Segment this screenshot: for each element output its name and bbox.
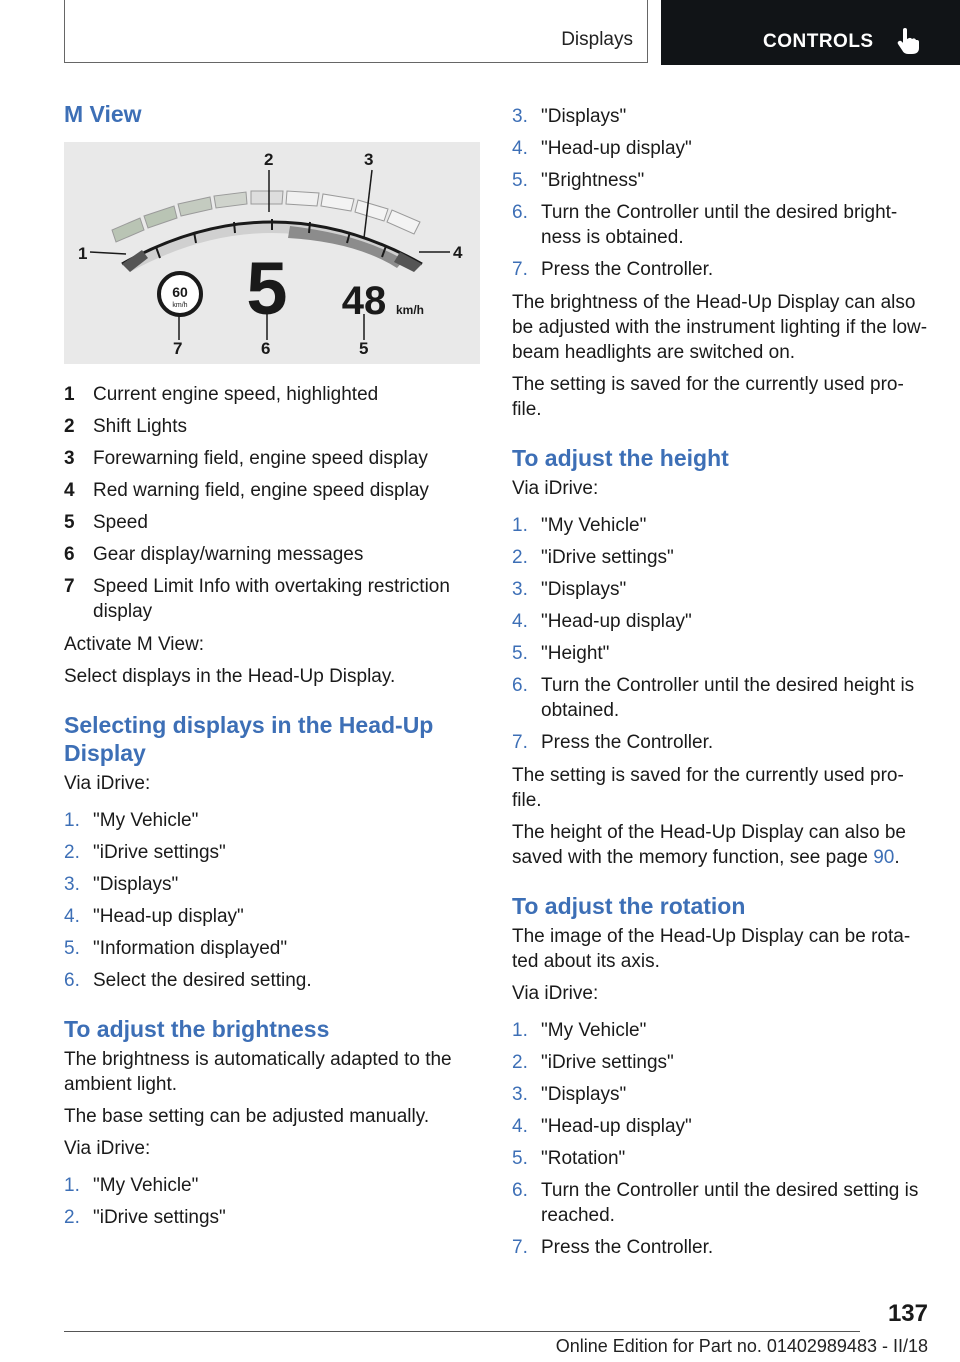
list-item: 6. Turn the Controller until the desired height is obtained. [512,675,915,721]
pointing-hand-icon [897,28,919,54]
brightness-steps-continued [512,104,932,282]
callout-5: 5 [359,339,369,358]
list-item: 1. "My Vehicle" [512,515,647,536]
callout-6: 6 [261,339,271,358]
list-item: 6. Turn the Controller until the desired setting is reached. [512,1180,919,1226]
activate-intro: Activate M View: [64,634,205,655]
list-item: 6 Gear display/warning messages [64,544,364,565]
speed-limit-value: 60 [172,284,188,300]
page-reference-link[interactable]: 90 [873,847,895,868]
header-section-title: Displays [561,29,633,50]
height-text-1: The setting is saved for the currently used pro‐file. [512,765,904,811]
list-item: 5. "Brightness" [512,170,645,191]
list-item: 3. "Displays" [512,579,627,600]
header-chapter-label: CONTROLS [763,31,874,52]
callout-4: 4 [453,243,463,262]
list-item: 4. "Head-up display" [512,1116,692,1137]
list-item: 1. "My Vehicle" [512,1020,647,1041]
list-item: 2. "iDrive settings" [512,547,674,568]
footer-divider [64,1331,860,1332]
list-item: 5. "Height" [512,643,610,664]
list-item: 3. "Displays" [512,1084,627,1105]
list-item: 3. "Displays" [64,874,179,895]
brightness-steps [64,1173,482,1230]
list-item: 1 Current engine speed, highlighted [64,384,379,405]
speed-value: 48 [341,279,387,323]
list-item: 4 Red warning field, engine speed display [64,480,429,501]
list-item: 3 Forewarning field, engine speed display [64,448,428,469]
list-item: 1. "My Vehicle" [64,1175,199,1196]
rotation-via: Via iDrive: [512,983,599,1004]
height-heading: To adjust the height [512,445,729,471]
list-item: 4. "Head-up display" [64,906,244,927]
list-item: 2. "iDrive settings" [64,842,226,863]
shift-light-segments [112,191,420,242]
m-view-figure [64,142,480,364]
left-column [64,100,482,1238]
gear-display: 5 [246,247,288,330]
callout-3: 3 [364,150,374,169]
list-item: 2. "iDrive settings" [64,1207,226,1228]
height-via: Via iDrive: [512,478,599,499]
brightness-text-3: The brightness of the Head-Up Display can also be adjusted with the instrument lighting if the low-beam headlights are switched on. [512,292,928,363]
speed-limit-sign [159,273,201,315]
edition-footer: Online Edition for Part no. 01402989483 - II/18 [555,1336,928,1356]
list-item: 2 Shift Lights [64,416,187,437]
list-item: 6. Turn the Controller until the desired bright‐ness is obtained. [512,202,898,248]
list-item: 5 Speed [64,512,148,533]
hud-illustration [64,142,480,364]
height-steps [512,513,932,755]
list-item: 5. "Rotation" [512,1148,626,1169]
brightness-text-2: The base setting can be adjusted manually. [64,1106,430,1127]
right-column [512,100,932,1268]
list-item: 7. Press the Controller. [512,1237,714,1258]
selecting-steps [64,808,482,993]
activate-text: Select displays in the Head-Up Display. [64,666,396,687]
page-number: 137 [887,1300,928,1327]
header-section-box [64,0,648,63]
rotation-text-1: The image of the Head-Up Display can be rota‐ted about its axis. [512,926,911,972]
list-item: 7. Press the Controller. [512,732,714,753]
list-item: 7. Press the Controller. [512,259,714,280]
height-text-2: The height of the Head-Up Display can also be saved with the memory function, see page 90. [512,822,906,868]
brightness-text-1: The brightness is automatically adapted to the ambient light. [64,1049,452,1095]
callout-1: 1 [78,244,88,263]
brightness-via: Via iDrive: [64,1138,151,1159]
m-view-heading: M View [64,101,142,127]
brightness-text-4: The setting is saved for the currently used pro‐file. [512,374,904,420]
list-item: 4. "Head-up display" [512,138,692,159]
list-item: 5. "Information displayed" [64,938,288,959]
speed-unit: km/h [395,303,425,317]
callout-2: 2 [264,150,274,169]
list-item: 2. "iDrive settings" [512,1052,674,1073]
list-item: 6. Select the desired setting. [64,970,312,991]
rotation-steps [512,1018,932,1260]
list-item: 4. "Head-up display" [512,611,692,632]
list-item: 1. "My Vehicle" [64,810,199,831]
m-view-legend [64,382,482,624]
speed-limit-unit: km/h [172,302,188,309]
callout-7: 7 [173,339,183,358]
rotation-heading: To adjust the rotation [512,893,746,919]
brightness-heading: To adjust the brightness [64,1016,330,1042]
list-item: 7 Speed Limit Info with overtaking restriction display [64,576,450,622]
list-item: 3. "Displays" [512,106,627,127]
selecting-displays-heading: Selecting displays in the Head-Up Display [64,712,434,766]
header-chapter-tab [661,0,960,65]
selecting-via: Via iDrive: [64,773,151,794]
